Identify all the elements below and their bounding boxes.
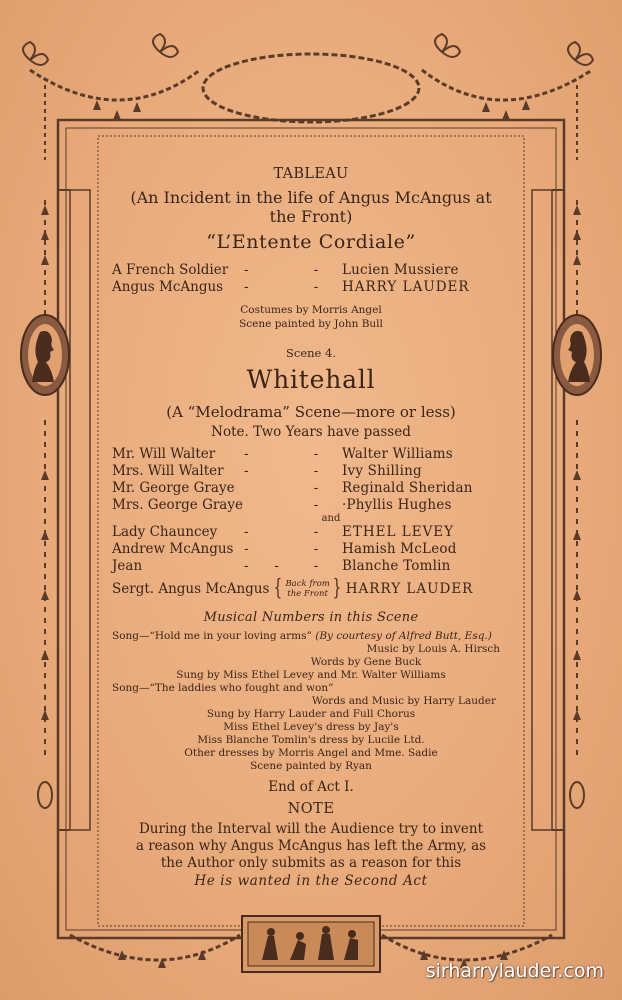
song-2-credit: Words and Music by Harry Lauder <box>311 694 496 707</box>
song-1-title: Song—“Hold me in your loving arms” <box>112 629 312 642</box>
tableau-subtitle-line-1: (An Incident in the life of Angus McAngus at <box>130 188 492 208</box>
note-line: the Author only submits as a reason for this <box>160 855 462 872</box>
cast-dash: - <box>244 462 249 479</box>
scene-note: Note. Two Years have passed <box>211 423 411 440</box>
cast-role: Angus McAngus <box>112 278 224 295</box>
note-heading: NOTE <box>287 800 335 817</box>
cast-role: Mrs. Will Walter <box>112 462 224 479</box>
cast-role: Jean <box>112 557 143 574</box>
cast-row <box>112 262 510 279</box>
cast-actor: Ivy Shilling <box>342 462 422 479</box>
song-1-words-credit: Words by Gene Buck <box>310 655 422 668</box>
cast-role: A French Soldier <box>112 261 229 278</box>
brace-note: { Back from the Front } <box>274 575 341 601</box>
cast-actor: Walter Williams <box>342 445 453 462</box>
scene-label: Scene 4. <box>286 345 336 360</box>
cast-row <box>112 541 510 558</box>
musical-numbers-heading: Musical Numbers in this Scene <box>203 609 419 625</box>
tableau-cast-list <box>112 262 510 296</box>
dress-credit-1: Miss Ethel Levey's dress by Jay's <box>223 720 399 733</box>
song-1-sung-by: Sung by Miss Ethel Levey and Mr. Walter Williams <box>176 668 446 681</box>
note-emphasis: He is wanted in the Second Act <box>194 873 428 890</box>
end-of-act: End of Act I. <box>268 778 354 795</box>
cast-role: Mr. Will Walter <box>112 445 216 462</box>
scene-title: Whitehall <box>246 364 376 394</box>
scene-cast-list <box>112 446 510 600</box>
cast-dash <box>244 497 290 514</box>
cast-role: Andrew McAngus <box>112 540 234 557</box>
cast-row <box>112 497 510 514</box>
note-paragraph <box>112 821 510 872</box>
cast-dash: - <box>244 261 249 278</box>
cast-row <box>112 480 510 497</box>
tableau-title: “L’Entente Cordiale” <box>206 231 416 254</box>
cast-role: Mr. George Graye <box>112 479 235 496</box>
brace-text-line-1: Back from <box>285 578 330 589</box>
cast-role: Mrs. George Graye <box>112 496 243 513</box>
cast-actor: Reginald Sheridan <box>342 479 473 496</box>
cast-actor: ETHEL LEVEY <box>342 523 455 540</box>
cast-dash: - <box>244 278 249 295</box>
cast-row <box>112 279 510 296</box>
cast-actor: ·Phyllis Hughes <box>342 496 452 513</box>
cast-actor: Hamish McLeod <box>342 540 457 557</box>
programme-content <box>112 162 510 889</box>
song-1 <box>112 630 510 643</box>
cast-dash: - <box>313 540 319 557</box>
scene-painter-credit: Scene painted by Ryan <box>250 759 372 772</box>
cast-actor: Blanche Tomlin <box>342 557 451 574</box>
brace-text <box>285 579 329 599</box>
cast-dash: - - <box>244 557 279 574</box>
site-watermark: sirharrylauder.com <box>425 960 604 982</box>
cast-role: Lady Chauncey <box>112 523 218 540</box>
costumes-credit: Costumes by Morris Angel <box>240 303 382 316</box>
cast-dash: - <box>313 445 319 462</box>
cast-role: Sergt. Angus McAngus <box>112 580 270 597</box>
cast-actor: HARRY LAUDER <box>342 278 470 295</box>
and-separator: and <box>321 512 341 524</box>
cast-row <box>112 446 510 463</box>
dress-credit-2: Miss Blanche Tomlin's dress by Lucile Ltd. <box>197 733 425 746</box>
cast-dash <box>244 480 290 497</box>
tableau-subtitle <box>112 189 510 226</box>
cast-dash: - <box>244 540 249 557</box>
cast-dash: - <box>313 278 319 295</box>
ribbon-bow-icon <box>23 34 593 65</box>
cast-row <box>112 558 510 575</box>
scene-subtitle: (A “Melodrama” Scene—more or less) <box>166 402 456 421</box>
cast-row <box>112 463 510 480</box>
song-2-sung-by: Sung by Harry Lauder and Full Chorus <box>206 707 416 720</box>
song-1-courtesy: (By courtesy of Alfred Butt, Esq.) <box>315 629 492 642</box>
cast-dash: - <box>313 557 319 574</box>
cast-row <box>112 524 510 541</box>
cast-dash: - <box>313 261 319 278</box>
cast-dash: - <box>313 479 319 496</box>
cast-dash: - <box>313 462 319 479</box>
cast-dash: - <box>244 445 249 462</box>
tableau-heading: TABLEAU <box>273 166 349 182</box>
note-line: During the Interval will the Audience try to invent <box>138 821 483 838</box>
cast-dash: - <box>313 523 319 540</box>
brace-text-line-2: the Front <box>287 588 328 599</box>
cast-dash: - <box>313 496 319 513</box>
scene-painter-credit: Scene painted by John Bull <box>239 317 383 330</box>
song-2-title: Song—“The laddies who fought and won” <box>112 681 334 694</box>
sergt-row <box>112 575 510 601</box>
tableau-subtitle-line-2: the Front) <box>269 206 353 226</box>
song-1-music-credit: Music by Louis A. Hirsch <box>366 642 500 655</box>
cast-actor: HARRY LAUDER <box>345 580 474 597</box>
note-line: a reason why Angus McAngus has left the Army, as <box>135 838 487 855</box>
cast-actor: Lucien Mussiere <box>342 261 459 278</box>
dress-credit-3: Other dresses by Morris Angel and Mme. Sadie <box>184 746 438 759</box>
cast-dash: - <box>244 523 249 540</box>
classical-frieze-icon <box>242 916 380 972</box>
